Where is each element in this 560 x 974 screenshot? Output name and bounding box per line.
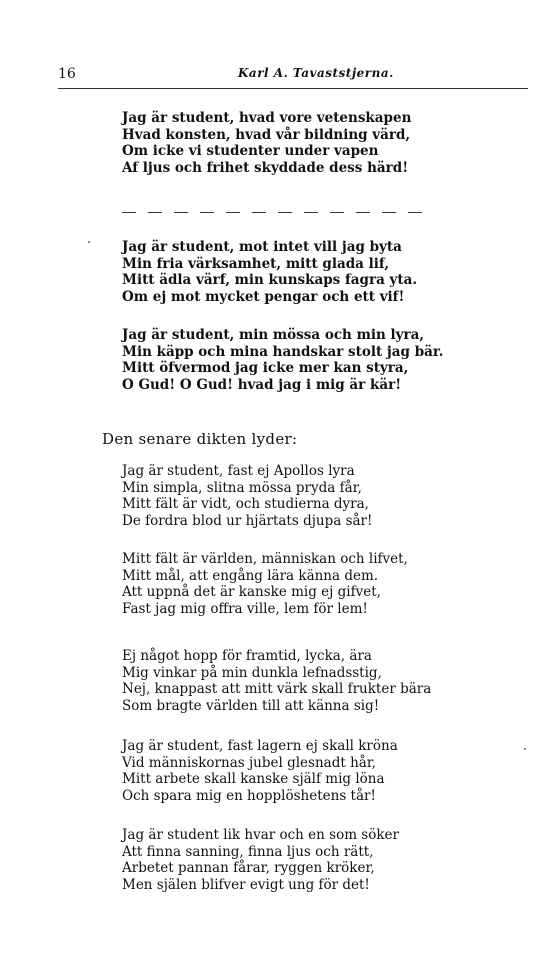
verse-line: Om ej mot mycket pengar och ett vif! bbox=[122, 288, 405, 305]
dash bbox=[278, 212, 292, 213]
dash bbox=[252, 212, 266, 213]
verse-line: Arbetet pannan fårar, ryggen kröker, bbox=[122, 860, 375, 876]
verse-line: Min simpla, slitna mössa pryda får, bbox=[122, 479, 362, 496]
dash bbox=[408, 212, 422, 213]
verse-line: Mitt öfvermod jag icke mer kan styra, bbox=[122, 360, 409, 376]
verse-line: O Gud! O Gud! hvad jag i mig är kär! bbox=[122, 376, 402, 393]
verse-line: Nej, knappast att mitt värk skall frukter bära bbox=[122, 681, 432, 697]
verse-line: Af ljus och frihet skyddade dess härd! bbox=[122, 159, 409, 176]
dash bbox=[382, 212, 396, 213]
verse-line: Jag är student, fast lagern ej skall kröna bbox=[122, 738, 398, 754]
print-speck bbox=[88, 241, 90, 243]
verse-line: Mitt ädla värf, min kunskaps fagra yta. bbox=[122, 272, 418, 288]
verse-line: Som bragte världen till att känna sig! bbox=[122, 697, 380, 714]
stanza-8 bbox=[122, 827, 399, 893]
verse-line: Att finna sanning, finna ljus och rätt, bbox=[122, 843, 374, 860]
section-intro: Den senare dikten lyder: bbox=[102, 430, 298, 448]
dash bbox=[174, 212, 188, 213]
verse-line: Vid människornas jubel glesnadt hår, bbox=[122, 754, 377, 771]
verse-line: Att uppnå det är kanske mig ej gifvet, bbox=[122, 584, 381, 600]
running-head: Karl A. Tavaststjerna. bbox=[238, 66, 394, 80]
header-rule bbox=[58, 88, 528, 89]
verse-line: Mitt mål, att engång lära känna dem. bbox=[122, 567, 379, 584]
verse-line: Mig vinkar på min dunkla lefnadsstig, bbox=[122, 664, 382, 681]
verse-line: Mitt fält är vidt, och studierna dyra, bbox=[122, 496, 369, 512]
verse-line: Min käpp och mina handskar stolt jag bär. bbox=[122, 343, 444, 360]
stanza-2 bbox=[122, 239, 417, 305]
verse-line: Jag är student, fast ej Apollos lyra bbox=[122, 463, 355, 479]
page-number: 16 bbox=[58, 66, 76, 82]
verse-line: Min fria värksamhet, mitt glada lif, bbox=[122, 255, 390, 272]
dash bbox=[148, 212, 162, 213]
verse-line: Jag är student, hvad vore vetenskapen bbox=[122, 110, 412, 126]
dash bbox=[330, 212, 344, 213]
verse-line: Mitt arbete skall kanske själf mig löna bbox=[122, 771, 385, 787]
print-speck bbox=[524, 748, 526, 750]
stanza-1 bbox=[122, 110, 411, 176]
verse-line: Jag är student lik hvar och en som söker bbox=[122, 827, 399, 843]
dash bbox=[304, 212, 318, 213]
verse-line: Ej något hopp för framtid, lycka, ära bbox=[122, 648, 372, 664]
dash bbox=[200, 212, 214, 213]
stanza-3 bbox=[122, 327, 443, 393]
dash bbox=[226, 212, 240, 213]
verse-line: Jag är student, mot intet vill jag byta bbox=[122, 239, 402, 255]
verse-line: Och spara mig en hopplöshetens tår! bbox=[122, 787, 376, 804]
stanza-7 bbox=[122, 738, 398, 804]
verse-line: Hvad konsten, hvad vår bildning värd, bbox=[122, 126, 411, 143]
stanza-5 bbox=[122, 551, 408, 617]
stanza-6 bbox=[122, 648, 431, 714]
verse-line: Om icke vi studenter under vapen bbox=[122, 143, 379, 159]
verse-line: Jag är student, min mössa och min lyra, bbox=[122, 327, 425, 343]
verse-line: Fast jag mig offra ville, lem för lem! bbox=[122, 600, 368, 617]
omission-dashes bbox=[122, 209, 422, 215]
verse-line: Men själen blifver evigt ung för det! bbox=[122, 876, 370, 893]
verse-line: Mitt fält är världen, människan och lifvet, bbox=[122, 551, 408, 567]
dash bbox=[356, 212, 370, 213]
verse-line: De fordra blod ur hjärtats djupa sår! bbox=[122, 512, 373, 529]
stanza-4 bbox=[122, 463, 372, 529]
page-header bbox=[58, 64, 528, 86]
dash bbox=[122, 212, 136, 213]
